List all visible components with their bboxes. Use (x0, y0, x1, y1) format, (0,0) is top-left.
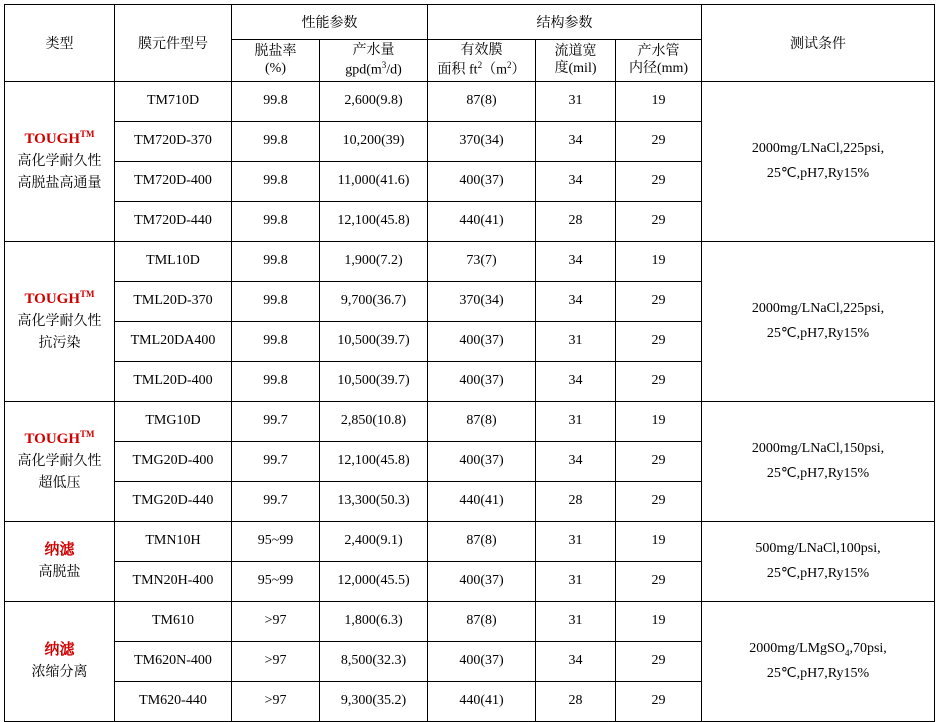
channel-width-value: 31 (536, 521, 616, 561)
model-number: TM620-440 (115, 681, 232, 721)
water-flow-value: 10,200(39) (320, 121, 428, 161)
channel-width-value: 34 (536, 161, 616, 201)
header-effective-area (428, 40, 536, 82)
channel-width-value: 31 (536, 561, 616, 601)
salt-rejection-value: 99.8 (232, 121, 320, 161)
brand-label: TOUGH™ (24, 428, 95, 447)
salt-rejection-value: 99.7 (232, 481, 320, 521)
water-flow-value: 12,100(45.8) (320, 441, 428, 481)
permeate-pipe-value: 29 (616, 681, 702, 721)
permeate-pipe-value: 29 (616, 281, 702, 321)
header-permeate-pipe (616, 40, 702, 82)
test-condition-cell (702, 241, 935, 401)
water-flow-value: 2,850(10.8) (320, 401, 428, 441)
salt-rejection-value: 99.8 (232, 241, 320, 281)
effective-area-value: 400(37) (428, 361, 536, 401)
permeate-pipe-value: 19 (616, 601, 702, 641)
permeate-pipe-value: 29 (616, 361, 702, 401)
channel-width-value: 31 (536, 401, 616, 441)
permeate-pipe-value: 19 (616, 81, 702, 121)
table-row (5, 81, 935, 121)
header-water-flow (320, 40, 428, 82)
permeate-pipe-value: 19 (616, 241, 702, 281)
header-type: 类型 (5, 5, 115, 82)
effective-area-value: 73(7) (428, 241, 536, 281)
test-condition-line: 25℃,pH7,Ry15% (766, 666, 870, 682)
effective-area-value: 440(41) (428, 481, 536, 521)
brand-label: TOUGH™ (24, 128, 95, 147)
test-condition-cell (702, 401, 935, 521)
trademark-mark: TM (80, 128, 95, 139)
header-model: 膜元件型号 (115, 5, 232, 82)
type-description-line: 高化学耐久性 (17, 454, 102, 470)
test-condition-cell (702, 81, 935, 241)
test-condition-line: 2000mg/LNaCl,225psi, (751, 140, 885, 156)
salt-rejection-value: 99.7 (232, 401, 320, 441)
type-description-line: 超低压 (38, 475, 81, 491)
water-flow-value: 8,500(32.3) (320, 641, 428, 681)
channel-width-value: 34 (536, 441, 616, 481)
header-salt-rejection (232, 40, 320, 82)
header-water-flow-unit-post: /d) (386, 62, 402, 78)
channel-width-value: 34 (536, 361, 616, 401)
permeate-pipe-value: 19 (616, 401, 702, 441)
table-row (5, 241, 935, 281)
permeate-pipe-value: 29 (616, 321, 702, 361)
water-flow-value: 1,900(7.2) (320, 241, 428, 281)
type-description-line: 抗污染 (38, 335, 81, 351)
header-pipe-l2: 内径(mm) (628, 61, 689, 77)
permeate-pipe-value: 19 (616, 521, 702, 561)
trademark-mark: TM (80, 288, 95, 299)
model-number: TMN10H (115, 521, 232, 561)
water-flow-value: 10,500(39.7) (320, 361, 428, 401)
effective-area-value: 87(8) (428, 81, 536, 121)
water-flow-value: 2,600(9.8) (320, 81, 428, 121)
effective-area-value: 87(8) (428, 401, 536, 441)
water-flow-value: 1,800(6.3) (320, 601, 428, 641)
water-flow-value: 12,100(45.8) (320, 201, 428, 241)
channel-width-value: 31 (536, 81, 616, 121)
salt-rejection-value: 99.8 (232, 281, 320, 321)
effective-area-value: 400(37) (428, 441, 536, 481)
effective-area-value: 87(8) (428, 521, 536, 561)
channel-width-value: 34 (536, 241, 616, 281)
channel-width-value: 28 (536, 681, 616, 721)
salt-rejection-value: 99.8 (232, 321, 320, 361)
trademark-mark: TM (80, 428, 95, 439)
membrane-spec-table (4, 4, 935, 722)
test-condition-line: 25℃,pH7,Ry15% (766, 466, 870, 482)
model-number: TMG10D (115, 401, 232, 441)
model-number: TM720D-370 (115, 121, 232, 161)
header-salt-rejection-l2: (%) (265, 61, 286, 77)
salt-rejection-value: 99.8 (232, 161, 320, 201)
water-flow-value: 9,300(35.2) (320, 681, 428, 721)
salt-rejection-value: >97 (232, 641, 320, 681)
table-header (5, 5, 935, 82)
table-body (5, 81, 935, 721)
header-channel-l2: 度(mil) (554, 61, 597, 77)
model-number: TML20D-400 (115, 361, 232, 401)
table-row (5, 401, 935, 441)
brand-label: 纳滤 (44, 641, 75, 658)
brand-label: TOUGH™ (24, 288, 95, 307)
model-number: TMN20H-400 (115, 561, 232, 601)
product-type-cell (5, 81, 115, 241)
permeate-pipe-value: 29 (616, 481, 702, 521)
salt-rejection-value: 99.8 (232, 361, 320, 401)
header-channel-width (536, 40, 616, 82)
header-water-flow-exponent: 3 (381, 59, 387, 70)
test-condition-line (704, 636, 932, 661)
test-condition-line: 25℃,pH7,Ry15% (766, 566, 870, 582)
header-performance-group: 性能参数 (232, 5, 428, 40)
effective-area-value: 400(37) (428, 321, 536, 361)
model-number: TM610 (115, 601, 232, 641)
type-description-line: 高脱盐高通量 (17, 175, 102, 191)
header-area-paren-close: ） (511, 62, 526, 78)
header-area-exp-m: 2 (506, 59, 512, 70)
channel-width-value: 28 (536, 481, 616, 521)
type-description-line: 高化学耐久性 (17, 154, 102, 170)
permeate-pipe-value: 29 (616, 641, 702, 681)
effective-area-value: 370(34) (428, 281, 536, 321)
permeate-pipe-value: 29 (616, 441, 702, 481)
water-flow-value: 12,000(45.5) (320, 561, 428, 601)
permeate-pipe-value: 29 (616, 561, 702, 601)
water-flow-value: 11,000(41.6) (320, 161, 428, 201)
model-number: TMG20D-440 (115, 481, 232, 521)
product-type-cell (5, 601, 115, 721)
salt-rejection-value: 99.7 (232, 441, 320, 481)
permeate-pipe-value: 29 (616, 121, 702, 161)
header-channel-l1: 流道宽 (554, 43, 597, 59)
header-pipe-l1: 产水管 (637, 43, 680, 59)
salt-rejection-value: 99.8 (232, 81, 320, 121)
effective-area-value: 440(41) (428, 681, 536, 721)
test-condition-line: 25℃,pH7,Ry15% (766, 166, 870, 182)
model-number: TML10D (115, 241, 232, 281)
test-condition-line: 2000mg/LNaCl,150psi, (751, 440, 885, 456)
model-number: TM720D-440 (115, 201, 232, 241)
header-area-l1: 有效膜 (460, 43, 503, 58)
water-flow-value: 13,300(50.3) (320, 481, 428, 521)
brand-label: 纳滤 (44, 541, 75, 558)
salt-rejection-value: >97 (232, 681, 320, 721)
model-number: TM720D-400 (115, 161, 232, 201)
test-condition-cell (702, 521, 935, 601)
header-water-flow-unit-pre: gpd(m (345, 62, 382, 78)
condition-subscript: 4 (844, 647, 850, 658)
condition-text-pre: 2000mg/LMgSO (749, 640, 845, 656)
salt-rejection-value: >97 (232, 601, 320, 641)
permeate-pipe-value: 29 (616, 161, 702, 201)
header-area-l2 (430, 60, 533, 79)
water-flow-value: 2,400(9.1) (320, 521, 428, 561)
model-number: TM620N-400 (115, 641, 232, 681)
effective-area-value: 87(8) (428, 601, 536, 641)
product-type-cell (5, 241, 115, 401)
type-description-line: 高化学耐久性 (17, 314, 102, 330)
salt-rejection-value: 95~99 (232, 521, 320, 561)
channel-width-value: 31 (536, 321, 616, 361)
test-condition-line: 500mg/LNaCl,100psi, (755, 540, 881, 556)
channel-width-value: 31 (536, 601, 616, 641)
header-test-conditions: 测试条件 (702, 5, 935, 82)
test-condition-line: 25℃,pH7,Ry15% (766, 326, 870, 342)
header-area-exp-ft: 2 (477, 59, 483, 70)
test-condition-line: 2000mg/LNaCl,225psi, (751, 300, 885, 316)
permeate-pipe-value: 29 (616, 201, 702, 241)
table-row (5, 521, 935, 561)
channel-width-value: 34 (536, 121, 616, 161)
header-structure-group: 结构参数 (428, 5, 702, 40)
channel-width-value: 34 (536, 281, 616, 321)
salt-rejection-value: 95~99 (232, 561, 320, 601)
header-row-group (5, 5, 935, 40)
type-description-line: 浓缩分离 (31, 664, 88, 680)
type-description-line: 高脱盐 (38, 564, 81, 580)
channel-width-value: 34 (536, 641, 616, 681)
salt-rejection-value: 99.8 (232, 201, 320, 241)
product-type-cell (5, 401, 115, 521)
effective-area-value: 400(37) (428, 561, 536, 601)
model-number: TMG20D-400 (115, 441, 232, 481)
condition-text-post: ,70psi, (849, 640, 887, 656)
model-number: TML20D-370 (115, 281, 232, 321)
water-flow-value: 10,500(39.7) (320, 321, 428, 361)
header-salt-rejection-l1: 脱盐率 (254, 43, 297, 59)
model-number: TML20DA400 (115, 321, 232, 361)
product-type-cell (5, 521, 115, 601)
table-row (5, 601, 935, 641)
effective-area-value: 400(37) (428, 161, 536, 201)
header-water-flow-l2 (322, 60, 425, 79)
header-area-unit-m: （m (482, 62, 507, 78)
test-condition-cell (702, 601, 935, 721)
header-area-unit-ft: 面积 ft (437, 62, 478, 78)
header-water-flow-l1: 产水量 (352, 43, 395, 58)
channel-width-value: 28 (536, 201, 616, 241)
effective-area-value: 370(34) (428, 121, 536, 161)
effective-area-value: 440(41) (428, 201, 536, 241)
water-flow-value: 9,700(36.7) (320, 281, 428, 321)
effective-area-value: 400(37) (428, 641, 536, 681)
model-number: TM710D (115, 81, 232, 121)
